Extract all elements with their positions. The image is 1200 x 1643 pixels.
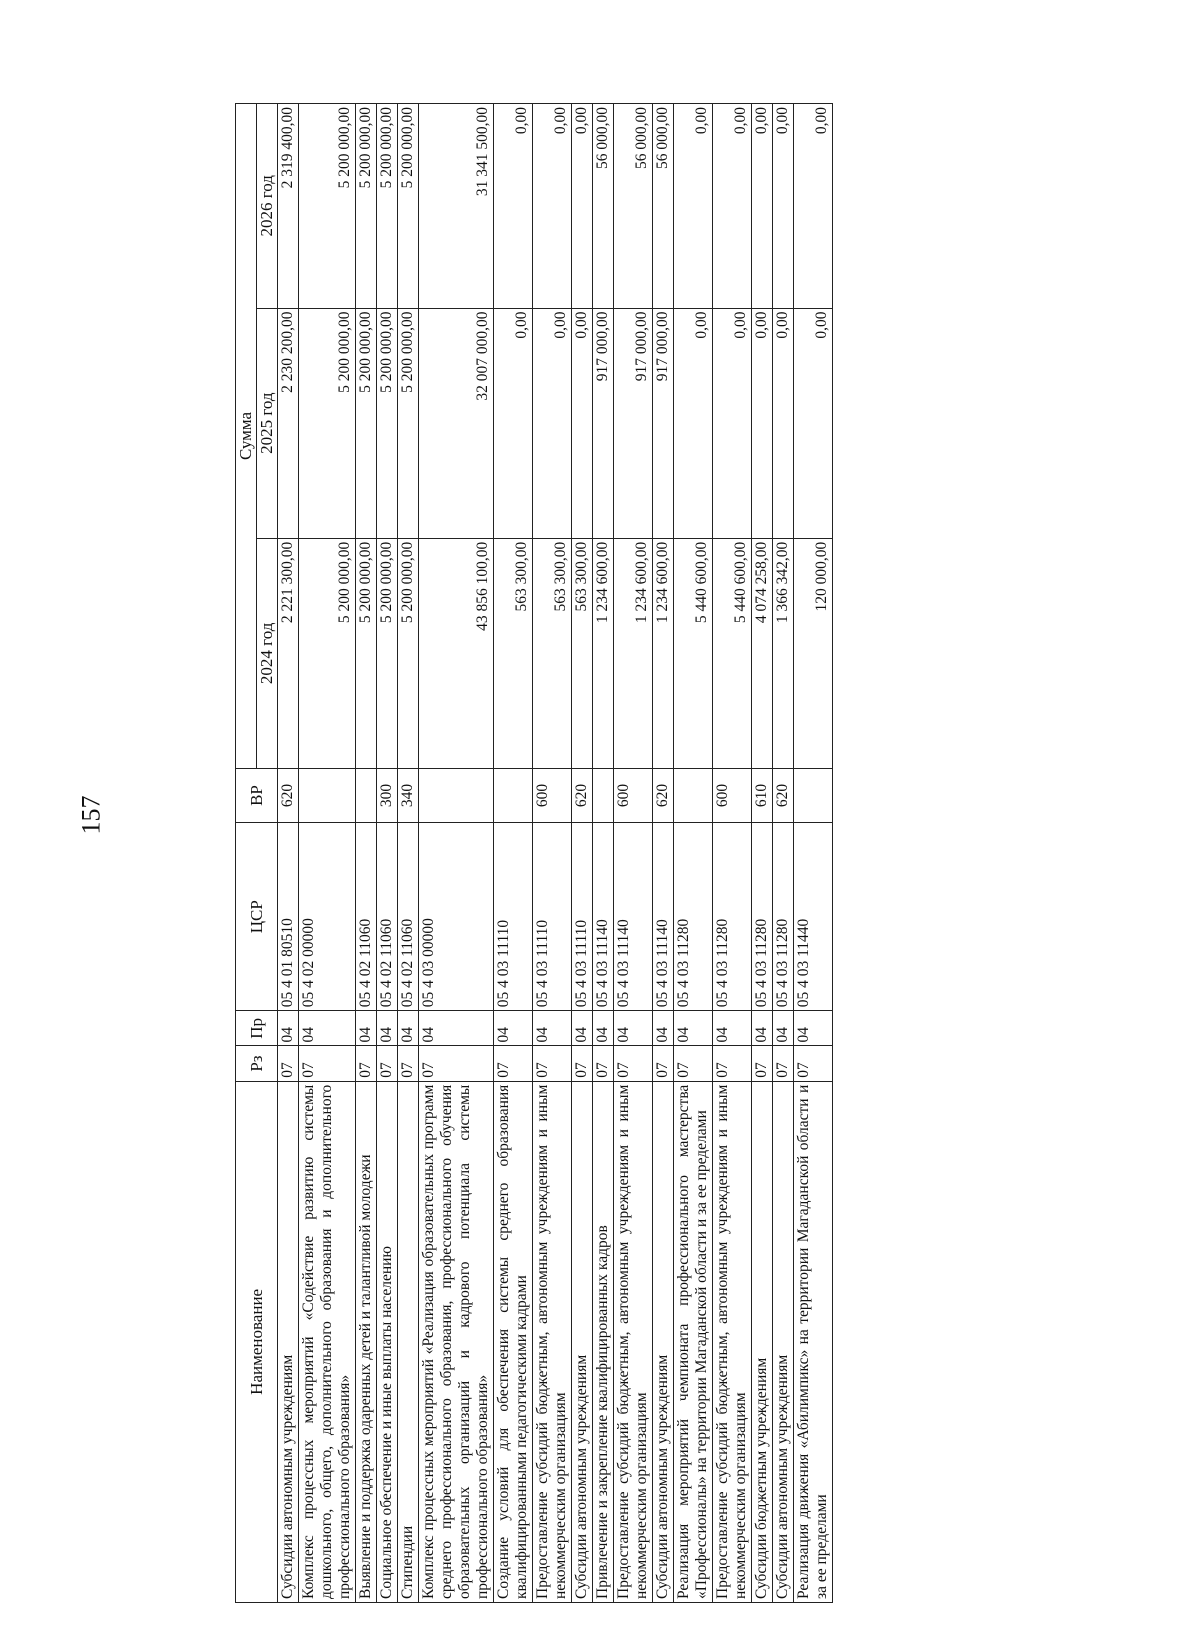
cell-2024: 563 300,00 [572, 538, 593, 768]
cell-csr: 05 4 03 00000 [419, 823, 494, 1011]
cell-2026: 0,00 [533, 104, 572, 309]
cell-2026: 0,00 [752, 104, 773, 309]
cell-2026: 0,00 [572, 104, 593, 309]
cell-name: Комплекс процессных мероприятий «Содействие развитию системы дошкольного, общего, дополнительного образования и дополнительного профессионального образования» [299, 1081, 356, 1602]
header-name: Наименование [236, 1081, 278, 1602]
cell-name: Комплекс процессных мероприятий «Реализация образовательных программ среднего профессионального образования, профессионального обучения образовательных организаций и кадрового потенциала системы профессионального образования» [419, 1081, 494, 1602]
cell-2026: 0,00 [674, 104, 713, 309]
cell-rz: 07 [533, 1046, 572, 1081]
cell-2025: 0,00 [533, 308, 572, 538]
cell-csr: 05 4 02 00000 [299, 823, 356, 1011]
cell-csr: 05 4 03 11440 [794, 823, 833, 1011]
cell-pr: 04 [752, 1011, 773, 1046]
cell-2025: 32 007 000,00 [419, 308, 494, 538]
cell-2026: 0,00 [494, 104, 533, 309]
cell-2026: 2 319 400,00 [278, 104, 299, 309]
cell-name: Предоставление субсидий бюджетным, автономным учреждениям и иным некоммерческим организациям [614, 1081, 653, 1602]
table-row [299, 104, 356, 1603]
cell-2024: 5 200 000,00 [356, 538, 377, 768]
table-row [419, 104, 494, 1603]
page-number: 157 [76, 795, 106, 835]
table-row [614, 104, 653, 1603]
cell-csr: 05 4 03 11280 [773, 823, 794, 1011]
cell-pr: 04 [377, 1011, 398, 1046]
cell-pr: 04 [494, 1011, 533, 1046]
header-2026: 2026 год [257, 104, 278, 309]
cell-csr: 05 4 03 11110 [572, 823, 593, 1011]
header-sum: Сумма [236, 104, 257, 769]
cell-rz: 07 [752, 1046, 773, 1081]
header-2024: 2024 год [257, 538, 278, 768]
cell-csr: 05 4 03 11280 [674, 823, 713, 1011]
cell-csr: 05 4 03 11140 [593, 823, 614, 1011]
table-row [773, 104, 794, 1603]
cell-rz: 07 [278, 1046, 299, 1081]
cell-csr: 05 4 03 11110 [494, 823, 533, 1011]
cell-vr [674, 768, 713, 822]
cell-2025: 5 200 000,00 [356, 308, 377, 538]
cell-2026: 0,00 [773, 104, 794, 309]
table-row [377, 104, 398, 1603]
cell-name: Субсидии автономным учреждениям [278, 1081, 299, 1602]
cell-name: Выявление и поддержка одаренных детей и талантливой молодежи [356, 1081, 377, 1602]
rotated-page-content [235, 103, 1135, 1603]
cell-2024: 120 000,00 [794, 538, 833, 768]
cell-rz: 07 [572, 1046, 593, 1081]
cell-pr: 04 [713, 1011, 752, 1046]
cell-pr: 04 [773, 1011, 794, 1046]
cell-vr: 340 [398, 768, 419, 822]
cell-2025: 5 200 000,00 [299, 308, 356, 538]
cell-2024: 5 200 000,00 [299, 538, 356, 768]
cell-2025: 0,00 [713, 308, 752, 538]
cell-2025: 0,00 [674, 308, 713, 538]
cell-vr [494, 768, 533, 822]
cell-2024: 43 856 100,00 [419, 538, 494, 768]
table-row [653, 104, 674, 1603]
cell-2025: 0,00 [752, 308, 773, 538]
cell-name: Привлечение и закрепление квалифицированных кадров [593, 1081, 614, 1602]
table-row [713, 104, 752, 1603]
cell-pr: 04 [653, 1011, 674, 1046]
cell-2025: 0,00 [572, 308, 593, 538]
cell-2025: 2 230 200,00 [278, 308, 299, 538]
cell-2025: 0,00 [773, 308, 794, 538]
cell-vr: 600 [713, 768, 752, 822]
cell-2026: 0,00 [713, 104, 752, 309]
cell-name: Создание условий для обеспечения системы среднего образования квалифицированными педагогическими кадрами [494, 1081, 533, 1602]
table-row [794, 104, 833, 1603]
cell-2024: 5 200 000,00 [398, 538, 419, 768]
cell-rz: 07 [299, 1046, 356, 1081]
cell-vr: 620 [572, 768, 593, 822]
cell-csr: 05 4 03 11280 [713, 823, 752, 1011]
cell-2024: 1 234 600,00 [593, 538, 614, 768]
cell-rz: 07 [377, 1046, 398, 1081]
cell-vr [794, 768, 833, 822]
cell-csr: 05 4 03 11140 [653, 823, 674, 1011]
cell-csr: 05 4 03 11110 [533, 823, 572, 1011]
header-csr: ЦСР [236, 823, 278, 1011]
cell-csr: 05 4 02 11060 [356, 823, 377, 1011]
cell-2025: 917 000,00 [614, 308, 653, 538]
cell-pr: 04 [614, 1011, 653, 1046]
table-row [572, 104, 593, 1603]
cell-2024: 563 300,00 [494, 538, 533, 768]
table-row [674, 104, 713, 1603]
cell-2026: 5 200 000,00 [299, 104, 356, 309]
cell-rz: 07 [398, 1046, 419, 1081]
header-2025: 2025 год [257, 308, 278, 538]
cell-rz: 07 [419, 1046, 494, 1081]
cell-vr: 620 [653, 768, 674, 822]
cell-2024: 5 440 600,00 [674, 538, 713, 768]
cell-vr [593, 768, 614, 822]
cell-name: Реализация движения «Абилимпикс» на территории Магаданской области и за ее пределами [794, 1081, 833, 1602]
cell-2026: 56 000,00 [593, 104, 614, 309]
table-row [398, 104, 419, 1603]
cell-2024: 5 200 000,00 [377, 538, 398, 768]
cell-2025: 0,00 [794, 308, 833, 538]
cell-pr: 04 [572, 1011, 593, 1046]
header-pr: Пр [236, 1011, 278, 1046]
cell-2026: 31 341 500,00 [419, 104, 494, 309]
cell-rz: 07 [494, 1046, 533, 1081]
cell-vr [419, 768, 494, 822]
cell-2026: 5 200 000,00 [398, 104, 419, 309]
cell-2024: 2 221 300,00 [278, 538, 299, 768]
header-vr: ВР [236, 768, 278, 822]
cell-rz: 07 [356, 1046, 377, 1081]
cell-name: Субсидии автономным учреждениям [773, 1081, 794, 1602]
cell-vr: 300 [377, 768, 398, 822]
cell-csr: 05 4 03 11140 [614, 823, 653, 1011]
cell-2024: 4 074 258,00 [752, 538, 773, 768]
cell-name: Социальное обеспечение и иные выплаты населению [377, 1081, 398, 1602]
cell-2024: 1 234 600,00 [614, 538, 653, 768]
cell-rz: 07 [653, 1046, 674, 1081]
cell-pr: 04 [356, 1011, 377, 1046]
cell-vr: 600 [533, 768, 572, 822]
cell-csr: 05 4 02 11060 [377, 823, 398, 1011]
cell-rz: 07 [674, 1046, 713, 1081]
cell-pr: 04 [419, 1011, 494, 1046]
cell-2026: 5 200 000,00 [377, 104, 398, 309]
cell-pr: 04 [299, 1011, 356, 1046]
cell-name: Субсидии автономным учреждениям [653, 1081, 674, 1602]
header-rz: Рз [236, 1046, 278, 1081]
cell-csr: 05 4 02 11060 [398, 823, 419, 1011]
cell-name: Предоставление субсидий бюджетным, автономным учреждениям и иным некоммерческим организациям [533, 1081, 572, 1602]
cell-rz: 07 [593, 1046, 614, 1081]
cell-2025: 917 000,00 [593, 308, 614, 538]
cell-pr: 04 [398, 1011, 419, 1046]
cell-pr: 04 [278, 1011, 299, 1046]
table-header [236, 104, 278, 1603]
cell-vr: 610 [752, 768, 773, 822]
cell-vr [356, 768, 377, 822]
cell-name: Реализация мероприятий чемпионата профессионального мастерства «Профессионалы» на территории Магаданской области и за ее пределами [674, 1081, 713, 1602]
cell-vr [299, 768, 356, 822]
cell-2026: 56 000,00 [653, 104, 674, 309]
cell-2026: 56 000,00 [614, 104, 653, 309]
table-row [533, 104, 572, 1603]
cell-csr: 05 4 03 11280 [752, 823, 773, 1011]
cell-2025: 5 200 000,00 [398, 308, 419, 538]
cell-vr: 600 [614, 768, 653, 822]
cell-pr: 04 [533, 1011, 572, 1046]
cell-name: Предоставление субсидий бюджетным, автономным учреждениям и иным некоммерческим организациям [713, 1081, 752, 1602]
cell-2024: 5 440 600,00 [713, 538, 752, 768]
cell-rz: 07 [614, 1046, 653, 1081]
cell-rz: 07 [773, 1046, 794, 1081]
table-row [356, 104, 377, 1603]
cell-rz: 07 [794, 1046, 833, 1081]
cell-csr: 05 4 01 80510 [278, 823, 299, 1011]
cell-2026: 5 200 000,00 [356, 104, 377, 309]
cell-vr: 620 [773, 768, 794, 822]
cell-pr: 04 [794, 1011, 833, 1046]
budget-table [235, 103, 833, 1603]
table-row [494, 104, 533, 1603]
table-row [752, 104, 773, 1603]
cell-name: Стипендии [398, 1081, 419, 1602]
cell-rz: 07 [713, 1046, 752, 1081]
cell-name: Субсидии автономным учреждениям [572, 1081, 593, 1602]
cell-pr: 04 [593, 1011, 614, 1046]
cell-2026: 0,00 [794, 104, 833, 309]
table-body [278, 104, 833, 1603]
cell-2024: 1 234 600,00 [653, 538, 674, 768]
table-row [593, 104, 614, 1603]
cell-2025: 917 000,00 [653, 308, 674, 538]
cell-pr: 04 [674, 1011, 713, 1046]
cell-name: Субсидии бюджетным учреждениям [752, 1081, 773, 1602]
table-row [278, 104, 299, 1603]
cell-2024: 1 366 342,00 [773, 538, 794, 768]
cell-vr: 620 [278, 768, 299, 822]
cell-2025: 0,00 [494, 308, 533, 538]
cell-2025: 5 200 000,00 [377, 308, 398, 538]
cell-2024: 563 300,00 [533, 538, 572, 768]
